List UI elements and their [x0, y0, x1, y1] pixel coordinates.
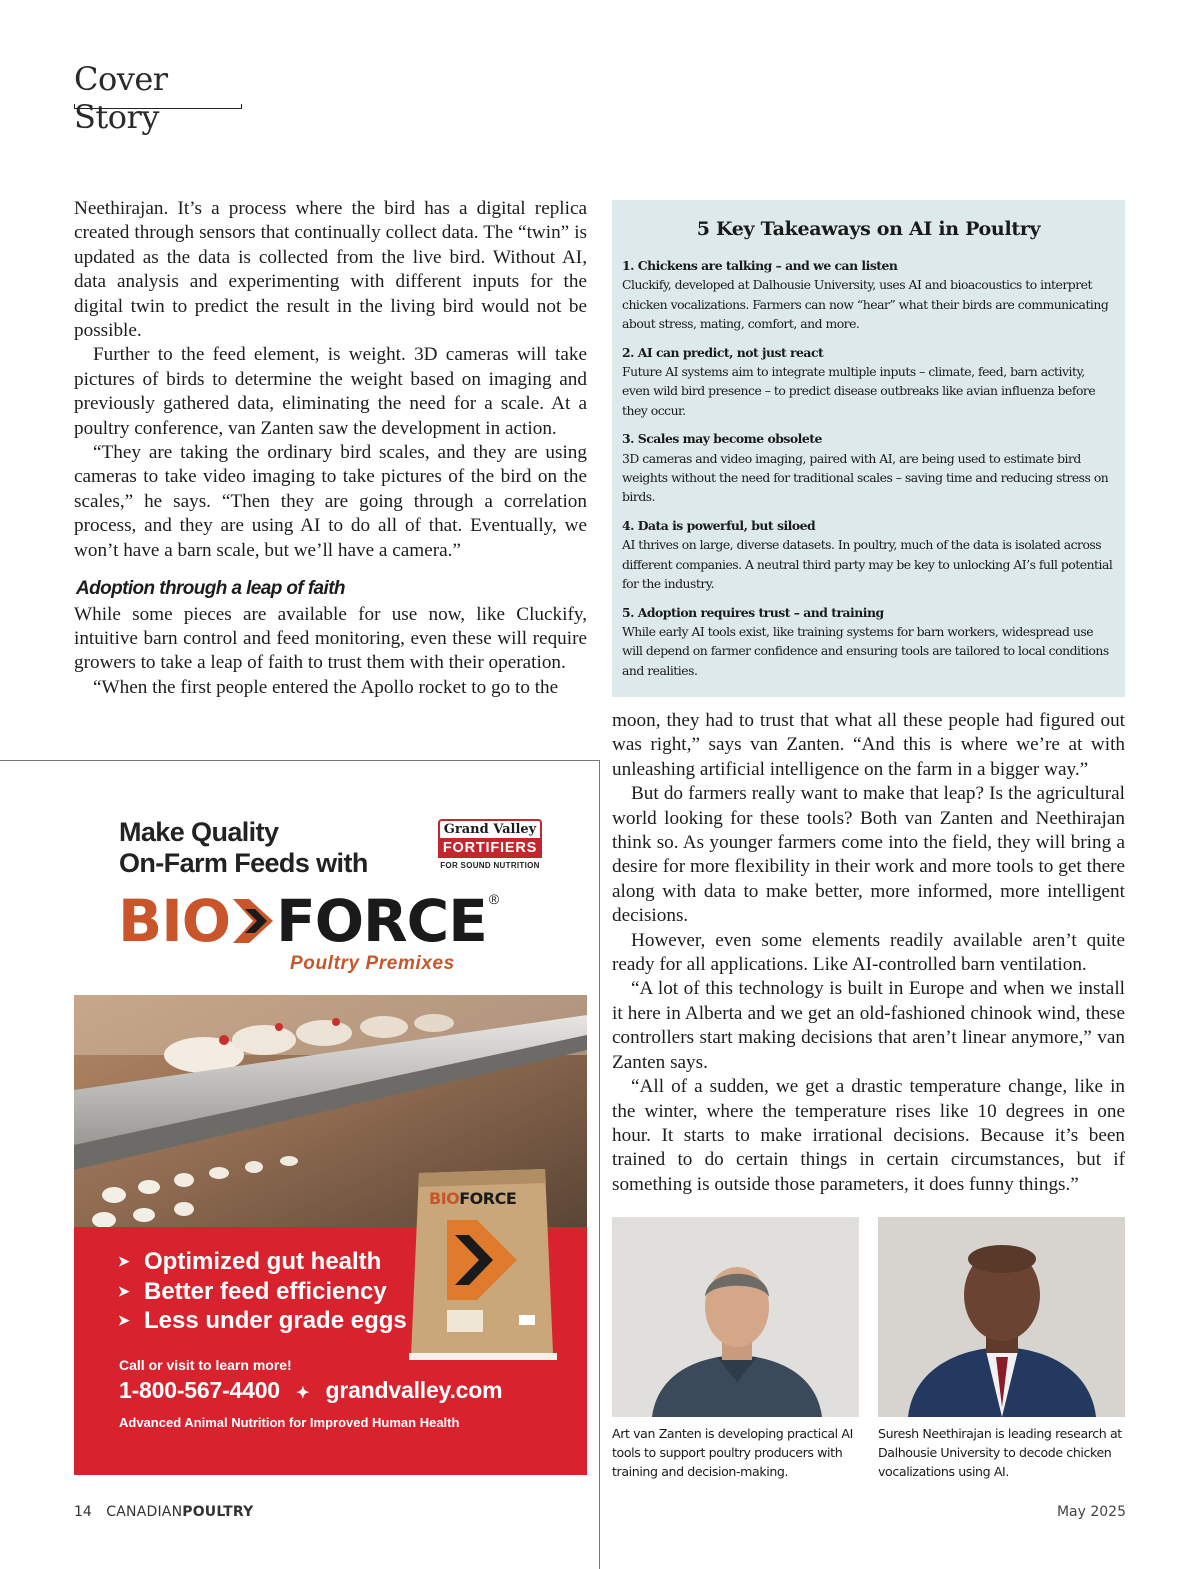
contact-line: [119, 1377, 502, 1404]
call-to-action: Call or visit to learn more!: [119, 1357, 292, 1373]
chevron-right-icon: ➤: [118, 1282, 130, 1299]
page-footer: [74, 1504, 254, 1520]
feed-bag-image: [407, 1165, 557, 1360]
subheading: Adoption through a leap of faith: [76, 578, 345, 600]
chevron-right-icon: ➤: [118, 1253, 130, 1269]
photo-caption: Art van Zanten is developing practical AI tools to support poultry producers with training and decision-making.: [612, 1426, 853, 1480]
takeaway-item: [622, 429, 1115, 507]
takeaway-body: While early AI tools exist, like training systems for barn workers, widespread use will depend on farmer confidence and ensuring tools are tailored to local conditions and realities.: [622, 623, 1109, 678]
article-column-left: [74, 197, 587, 700]
paragraph: Neethirajan. It’s a process where the bird has a digital replica created through sensors that continually collect data. The “twin” is updated as the data is collected from the live bird. Without AI, data analysis and experimenting with different inputs for the digital twin to predict the result in the living bird would not be possible.: [74, 198, 587, 342]
publication-name: [106, 1504, 253, 1520]
maple-leaf-icon: ✦: [296, 1385, 310, 1402]
benefit-label: Less under grade eggs: [144, 1307, 407, 1334]
portrait-art-van-zanten: [612, 1217, 859, 1417]
benefit-item: [118, 1277, 407, 1307]
takeaway-title: 4. Data is powerful, but siloed: [622, 517, 816, 533]
bioforce-advertisement[interactable]: [74, 795, 587, 1475]
publication-name-light: CANADIAN: [106, 1504, 183, 1520]
section-underline: [74, 104, 242, 109]
ad-subtitle: Poultry Premixes: [290, 953, 455, 974]
benefit-list: [118, 1247, 407, 1336]
brand-bio: BIO: [118, 887, 231, 955]
takeaway-item: [622, 516, 1115, 594]
paragraph: However, even some elements readily available aren’t quite ready for all applications. Like AI-controlled barn ventilation.: [612, 929, 1125, 976]
paragraph: “All of a sudden, we get a drastic temperature change, like in the winter, where the temperature rises like 10 degrees in one hour. It starts to make irrational decisions. Because it’s been trained to do certain things in certain circumstances, but if something is outside those parameters, it does funny things.”: [612, 1076, 1125, 1195]
ad-headline-line: On-Farm Feeds with: [119, 848, 368, 878]
ad-tagline: Advanced Animal Nutrition for Improved Human Health: [119, 1415, 460, 1430]
grand-valley-logo: [438, 819, 542, 870]
benefit-item: [118, 1306, 407, 1336]
takeaways-sidebar: [612, 200, 1125, 697]
portrait-suresh-neethirajan: [878, 1217, 1125, 1417]
paragraph: “They are taking the ordinary bird scales, and they are using cameras to take video imaging to take pictures of the bird on the scales,” he says. “Then they are going through a correlation process, and they are using AI to do all of that. Eventually, we won’t have a barn scale, but we’ll have a camera.”: [74, 442, 587, 561]
benefit-item: [118, 1247, 407, 1277]
benefit-label: Better feed efficiency: [144, 1277, 387, 1305]
paragraph: But do farmers really want to make that leap? Is the agricultural world looking for these tools? Both van Zanten and Neethirajan think so. As younger farmers come into the field, they will bring a desire for more flexibility in their work and more tools to get there along with data to make better, more informed, more intelligent decisions.: [612, 783, 1125, 927]
gv-logo-slogan: FOR SOUND NUTRITION: [440, 861, 540, 870]
website-link[interactable]: grandvalley.com: [325, 1377, 503, 1403]
section-label: Cover Story: [74, 60, 168, 136]
takeaway-title: 5. Adoption requires trust – and training: [622, 604, 884, 620]
takeaway-title: 1. Chickens are talking – and we can listen: [622, 258, 898, 273]
takeaway-item: [622, 256, 1115, 334]
bag-brand-label: [429, 1189, 516, 1208]
bag-brand-force: FORCE: [459, 1189, 517, 1208]
issue-date: May 2025: [1056, 1504, 1126, 1520]
phone-number[interactable]: 1-800-567-4400: [119, 1377, 280, 1403]
brand-force: FORCE: [276, 887, 487, 955]
page-number: 14: [74, 1504, 92, 1520]
bioforce-logo: [118, 887, 500, 955]
registered-mark: ®: [488, 891, 500, 907]
takeaway-item: [622, 603, 1115, 681]
gv-logo-name: Grand Valley: [438, 819, 542, 838]
takeaway-body: 3D cameras and video imaging, paired with AI, are being used to estimate bird weights without the need for traditional scales – saving time and reducing stress on birds.: [622, 450, 1109, 505]
takeaway-item: [622, 343, 1115, 421]
paragraph: moon, they had to trust that what all these people had figured out was right,” says van Zanten. “And this is where we’re at with unleashing artificial intelligence on the farm in a bigger way.”: [612, 710, 1125, 780]
gv-logo-banner: FORTIFIERS: [438, 838, 542, 858]
takeaway-body: AI thrives on large, diverse datasets. In poultry, much of the data is isolated across different companies. A neutral third party may be key to unlocking AI’s full potential for the industry.: [622, 537, 1113, 592]
photo-caption: Suresh Neethirajan is leading research at Dalhousie University to decode chicken vocalizations using AI.: [878, 1426, 1122, 1480]
publication-name-bold: POULTRY: [182, 1504, 254, 1520]
takeaway-body: Cluckify, developed at Dalhousie University, uses AI and bioacoustics to interpret chicken vocalizations. Farmers can now “hear” what their birds are communicating about stress, mating, comfort, and more.: [622, 277, 1109, 332]
paragraph: While some pieces are available for use now, like Cluckify, intuitive barn control and feed monitoring, even these will require growers to take a leap of faith to trust them with their operation.: [74, 603, 587, 674]
takeaway-body: Future AI systems aim to integrate multiple inputs – climate, feed, barn activity, even wild bird presence – to predict disease outbreaks like avian influenza before they occur.: [622, 364, 1096, 418]
ad-headline: [119, 817, 368, 879]
takeaways-title: 5 Key Takeaways on AI in Poultry: [696, 218, 1041, 240]
ad-headline-line: Make Quality: [119, 817, 279, 847]
takeaway-title: 2. AI can predict, not just react: [622, 344, 824, 360]
paragraph: “A lot of this technology is built in Europe and when we install it here in Alberta and we get an old-fashioned chinook wind, these controllers start making decisions that aren’t linear anymore,” van Zanten says.: [612, 978, 1125, 1073]
article-column-right: [612, 709, 1125, 1197]
paragraph: “When the first people entered the Apollo rocket to go to the: [93, 676, 559, 698]
takeaway-title: 3. Scales may become obsolete: [622, 431, 822, 447]
bag-brand-bio: BIO: [429, 1189, 460, 1208]
benefit-label: Optimized gut health: [144, 1248, 382, 1275]
arrow-icon: [231, 895, 275, 947]
chevron-right-icon: ➤: [118, 1312, 130, 1328]
paragraph: Further to the feed element, is weight. 3D cameras will take pictures of birds to determine the weight based on imaging and previously gathered data, eliminating the need for a scale. At a poultry conference, van Zanten saw the development in action.: [74, 344, 587, 439]
